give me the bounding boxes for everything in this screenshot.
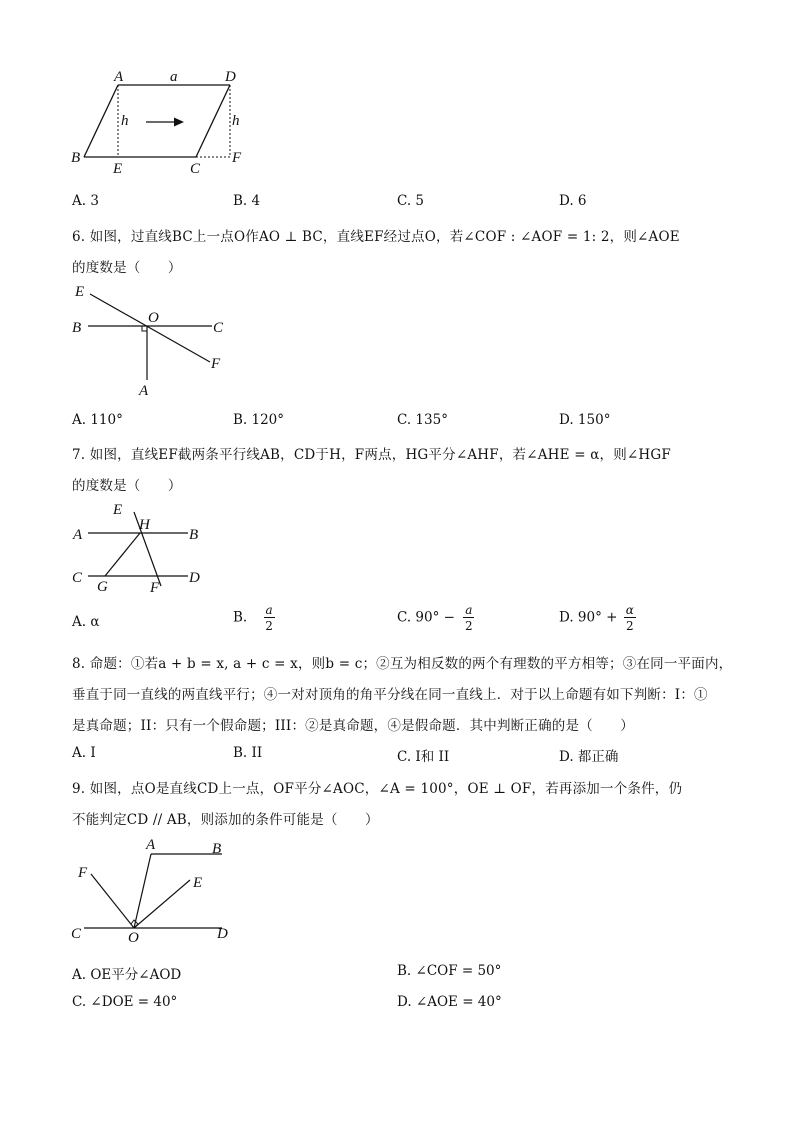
q7-option-b-prefix: B. [233, 609, 248, 626]
q7-option-d-fraction [624, 604, 636, 632]
q5-option-b: B. 4 [233, 193, 261, 209]
q5-option-d: D. 6 [559, 193, 587, 209]
label-h-left: h [121, 113, 129, 129]
q7-option-b-den: 2 [265, 619, 273, 633]
ray-oe [134, 880, 190, 928]
label-F: F [232, 150, 242, 166]
label-C: C [72, 570, 83, 586]
label-D: D [225, 69, 236, 85]
q7-option-d-prefix: D. 90° + [559, 609, 618, 626]
label-A: A [139, 383, 149, 399]
q8-stem-line2: 垂直于同一直线的两直线平行；④一对对顶角的角平分线在同一直线上．对于以上命题有如下判断：I：① [72, 687, 708, 703]
q6-stem-line1: 6. 如图，过直线BC上一点O作AO ⊥ BC，直线EF经过点O，若∠COF : ∠AOF = 1: 2，则∠AOE [72, 229, 680, 245]
q7-option-d-den: 2 [626, 619, 634, 633]
label-O: O [128, 930, 139, 946]
label-E: E [113, 502, 123, 518]
label-O: O [148, 310, 159, 326]
label-A: A [114, 69, 124, 85]
line-ef [90, 294, 210, 362]
label-B: B [71, 150, 81, 166]
q9-stem-line1: 9. 如图，点O是直线CD上一点，OF平分∠AOC，∠A = 100°，OE ⊥ OF，若再添加一个条件，仍 [72, 781, 683, 797]
q7-option-d [559, 604, 636, 632]
q9-figure [62, 834, 242, 946]
q8-stem-line1: 8. 命题：①若a + b = x, a + c = x，则b = c；②互为相反数的两个有理数的平方相等；③在同一平面内， [72, 656, 733, 672]
label-C: C [190, 161, 201, 177]
q7-option-b-fraction [264, 604, 275, 632]
q7-option-d-num: α [625, 603, 634, 617]
label-H: H [139, 517, 150, 533]
q6-option-d: D. 150° [559, 412, 611, 428]
q6-stem-line2: 的度数是（ ） [72, 260, 182, 276]
q6-option-c: C. 135° [397, 412, 448, 428]
q9-option-b: B. ∠COF = 50° [397, 963, 502, 979]
q9-option-d: D. ∠AOE = 40° [397, 994, 502, 1010]
q7-option-c-fraction [463, 604, 474, 632]
label-E: E [193, 875, 203, 891]
ray-of [91, 874, 134, 928]
q7-option-c-num: a [465, 603, 473, 617]
edge-dc [196, 85, 230, 157]
label-E: E [75, 284, 85, 300]
label-F: F [211, 356, 221, 372]
right-angle-mark [142, 326, 147, 331]
q7-option-a: A. α [72, 614, 100, 630]
q5-option-a: A. 3 [72, 193, 99, 209]
q6-option-b: B. 120° [233, 412, 285, 428]
label-h-right: h [232, 113, 240, 129]
label-A: A [146, 837, 156, 853]
label-D: D [189, 570, 200, 586]
segment-ao [134, 854, 151, 928]
q8-option-c: C. I和 II [397, 749, 450, 765]
edge-ab [84, 85, 118, 157]
arrow-head [174, 118, 184, 127]
q7-option-c [397, 604, 474, 632]
q5-option-c: C. 5 [397, 193, 425, 209]
label-D: D [217, 926, 228, 942]
label-A: A [73, 527, 83, 543]
q7-stem-line1: 7. 如图，直线EF截两条平行线AB，CD于H，F两点，HG平分∠AHF，若∠AHE = α，则∠HGF [72, 447, 671, 463]
label-E: E [113, 161, 123, 177]
q9-option-c: C. ∠DOE = 40° [72, 994, 178, 1010]
q7-stem-line2: 的度数是（ ） [72, 478, 182, 494]
label-B: B [212, 841, 222, 857]
label-B: B [72, 320, 82, 336]
q9-option-a: A. OE平分∠AOD [72, 967, 182, 983]
q8-option-d: D. 都正确 [559, 749, 619, 765]
q6-figure [62, 280, 242, 400]
q7-option-b [233, 604, 275, 632]
q9-stem-line2: 不能判定CD // AB，则添加的条件可能是（ ） [72, 812, 379, 828]
q5-parallelogram-figure [60, 62, 260, 180]
label-C: C [213, 320, 224, 336]
label-F: F [150, 580, 160, 596]
bisector-hg [105, 533, 140, 576]
q7-option-b-num: a [265, 603, 273, 617]
q7-figure [62, 496, 222, 600]
label-a: a [170, 69, 178, 85]
label-G: G [97, 579, 108, 595]
q7-option-c-prefix: C. 90° − [397, 609, 455, 626]
q8-option-b: B. II [233, 745, 263, 761]
label-B: B [189, 527, 199, 543]
q8-option-a: A. I [72, 745, 96, 761]
label-C: C [71, 926, 82, 942]
label-F: F [78, 865, 88, 881]
q8-stem-line3: 是真命题；II：只有一个假命题；III：②是真命题，④是假命题．其中判断正确的是（ ） [72, 718, 634, 734]
q6-option-a: A. 110° [72, 412, 123, 428]
q7-option-c-den: 2 [465, 619, 473, 633]
